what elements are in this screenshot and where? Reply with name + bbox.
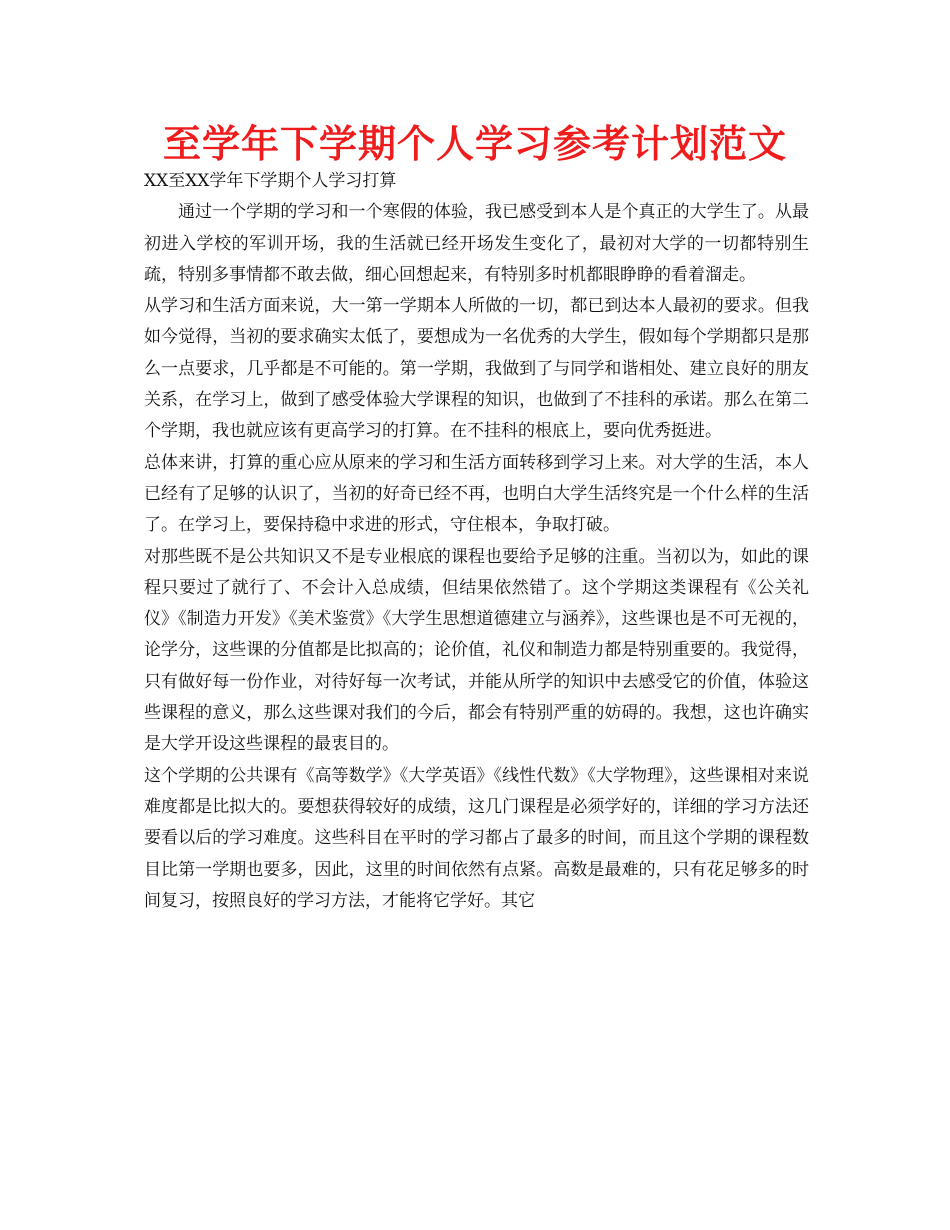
paragraph-3: 总体来讲，打算的重心应从原来的学习和生活方面转移到学习上来。对大学的生活，本人已经有了足够的认识了，当初的好奇已经不再，也明白大学生活终究是一个什么样的生活了。在学习上，要保持稳中求进的形式，守住根本，争取打破。 xyxy=(144,452,809,536)
paragraph-2: 从学习和生活方面来说，大一第一学期本人所做的一切，都已到达本人最初的要求。但我如今觉得，当初的要求确实太低了，要想成为一名优秀的大学生，假如每个学期都只是那么一点要求，几乎都是不可能的。第一学期，我做到了与同学和谐相处、建立良好的朋友关系，在学习上，做到了感受体验大学课程的知识，也做到了不挂科的承诺。那么在第二个学期，我也就应该有更高学习的打算。在不挂科的根底上，要向优秀挺进。 xyxy=(144,296,809,442)
document-subtitle: XX至XX学年下学期个人学习打算 xyxy=(144,171,397,191)
paragraph-5: 这个学期的公共课有《高等数学》《大学英语》《线性代数》《大学物理》，这些课相对来说难度都是比拟大的。要想获得较好的成绩，这几门课程是必须学好的，详细的学习方法还要看以后的学习难度。这些科目在平时的学习都占了最多的时间，而且这个学期的课程数目比第一学期也要多，因此，这里的时间依然有点紧。高数是最难的，只有花足够多的时间复习，按照良好的学习方法，才能将它学好。其它 xyxy=(144,765,809,911)
paragraph-4: 对那些既不是公共知识又不是专业根底的课程也要给予足够的注重。当初以为，如此的课程只要过了就行了、不会计入总成绩，但结果依然错了。这个学期这类课程有《公关礼仪》《制造力开发》《美术鉴赏》《大学生思想道德建立与涵养》，这些课也是不可无视的，论学分，这些课的分值都是比拟高的；论价值，礼仪和制造力都是特别重要的。我觉得，只有做好每一份作业，对待好每一次考试，并能从所学的知识中去感受它的价值，体验这些课程的意义，那么这些课对我们的今后，都会有特别严重的妨碍的。我想，这也许确实是大学开设这些课程的最衷目的。 xyxy=(144,546,809,755)
paragraph-1: 通过一个学期的学习和一个寒假的体验，我已感受到本人是个真正的大学生了。从最初进入学校的军训开场，我的生活就已经开场发生变化了，最初对大学的一切都特别生疏，特别多事情都不敢去做，细心回想起来，有特别多时机都眼睁睁的看着溜走。 xyxy=(144,202,809,285)
document-title: 至学年下学期个人学习参考计划范文 xyxy=(162,121,787,166)
document-body xyxy=(144,166,809,917)
